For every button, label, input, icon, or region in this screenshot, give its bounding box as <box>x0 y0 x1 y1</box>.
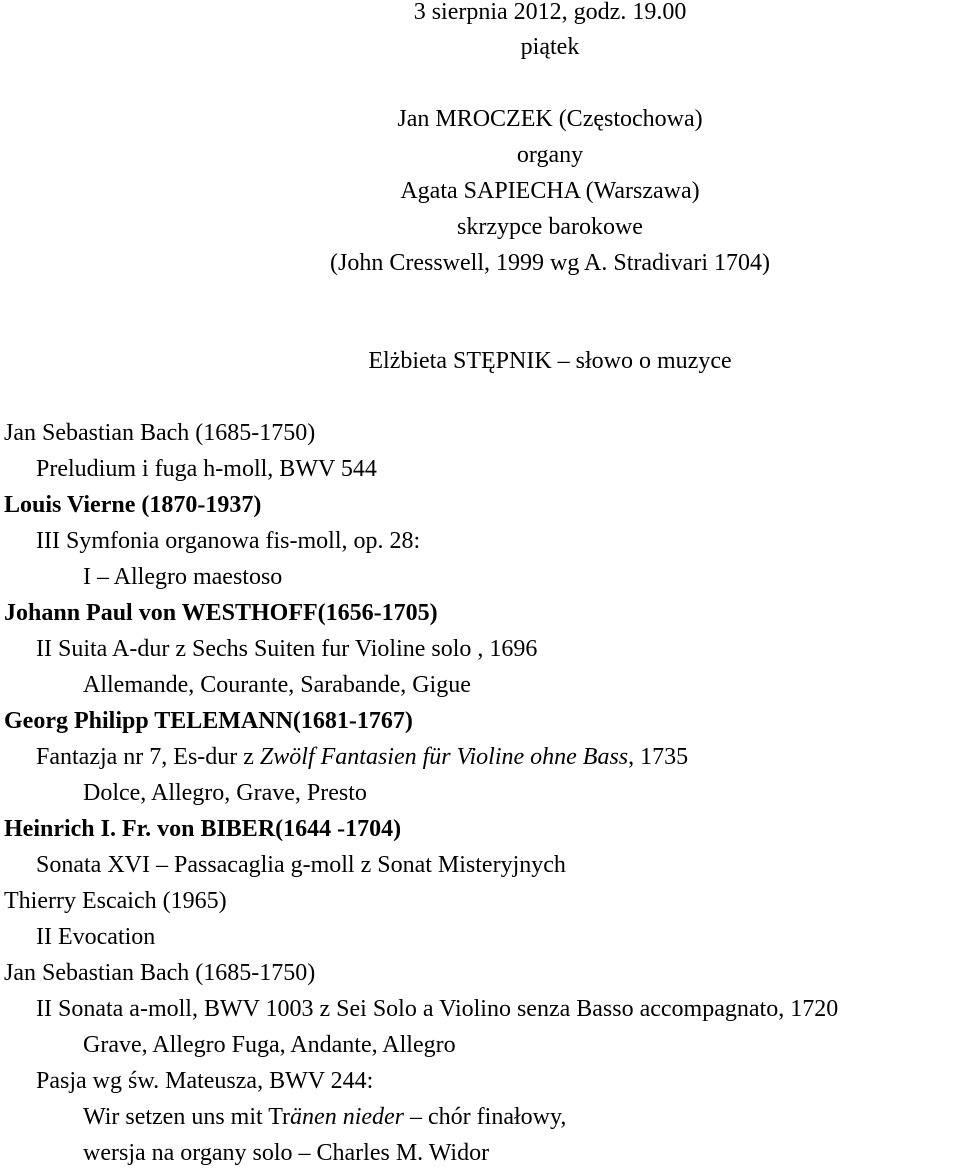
arrangement-note: wersja na organy solo – Charles M. Widor <box>83 1140 490 1166</box>
work-movements: Grave, Allegro Fuga, Andante, Allegro <box>83 1032 456 1058</box>
work-title: III Symfonia organowa fis-moll, op. 28: <box>36 528 421 554</box>
composer-heading: Johann Paul von WESTHOFF(1656-1705) <box>4 600 438 626</box>
work-title: II Suita A-dur z Sechs Suiten fur Violine solo , 1696 <box>36 636 538 662</box>
work-movements: Allemande, Courante, Sarabande, Gigue <box>83 672 471 698</box>
composer-heading: Jan Sebastian Bach (1685-1750) <box>4 960 316 986</box>
performer-2-instrument: skrzypce barokowe <box>457 214 643 240</box>
concert-weekday: piątek <box>520 34 580 60</box>
instrument-note: (John Cresswell, 1999 wg A. Stradivari 1704) <box>330 250 770 276</box>
work-year: , 1735 <box>628 744 689 770</box>
composer-heading: Thierry Escaich (1965) <box>4 888 227 914</box>
narrator: Elżbieta STĘPNIK – słowo o muzyce <box>368 348 732 374</box>
work-movement <box>83 1103 566 1131</box>
performer-1-name: Jan MROCZEK (Częstochowa) <box>397 106 703 132</box>
work-title: Sonata XVI – Passacaglia g-moll z Sonat Misteryjnych <box>36 852 566 878</box>
performer-1-instrument: organy <box>516 142 584 168</box>
composer-heading: Louis Vierne (1870-1937) <box>4 492 262 518</box>
movement-prefix: Wir setzen uns mit Tr <box>83 1104 291 1130</box>
movement-title: änen nieder <box>290 1104 405 1130</box>
work-title: II Evocation <box>36 924 156 950</box>
composer-heading: Jan Sebastian Bach (1685-1750) <box>4 420 316 446</box>
work-title-prefix: Fantazja nr 7, Es-dur z <box>36 744 260 770</box>
performer-2-name: Agata SAPIECHA (Warszawa) <box>400 178 700 204</box>
work-title: II Sonata a-moll, BWV 1003 z Sei Solo a Violino senza Basso accompagnato, 1720 <box>36 996 839 1022</box>
work-collection-title: Zwölf Fantasien für Violine ohne Bass <box>259 744 629 770</box>
work-title <box>36 743 688 771</box>
concert-date: 3 sierpnia 2012, godz. 19.00 <box>413 0 687 25</box>
composer-heading: Georg Philipp TELEMANN(1681-1767) <box>4 708 413 734</box>
work-movement: I – Allegro maestoso <box>83 564 283 590</box>
composer-heading: Heinrich I. Fr. von BIBER(1644 -1704) <box>4 816 402 842</box>
movement-suffix: – chór finałowy, <box>404 1104 567 1130</box>
work-title: Preludium i fuga h-moll, BWV 544 <box>36 456 377 482</box>
work-movements: Dolce, Allegro, Grave, Presto <box>83 780 367 806</box>
work-title: Pasja wg św. Mateusza, BWV 244: <box>36 1068 374 1094</box>
